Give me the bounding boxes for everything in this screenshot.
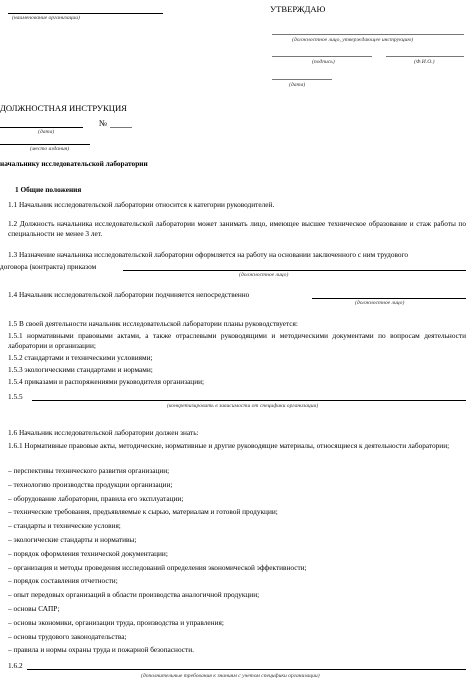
list-item: – порядок составления отчетности;	[8, 576, 118, 586]
list-item: – основы экономики, организации труда, производства и управления;	[8, 617, 224, 627]
paragraph-1-6-1: 1.6.1 Нормативные правовые акты, методические, нормативные и другие руководящие материалы, относящиеся к деятельности лаборатории;	[8, 441, 450, 450]
paragraph-1-2: 1.2 Должность начальника исследовательской лаборатории может занимать лицо, имеющее высшее техническое образование и стаж работы по специальности не менее 3 лет.	[8, 219, 466, 238]
paragraph-1-3-line2: договора (контракта) приказом	[0, 262, 97, 271]
approver-name-caption: (Ф.И.О.)	[414, 59, 435, 65]
list-item: – оборудование лаборатории, правила его эксплуатации;	[8, 493, 184, 503]
doc-date-caption: (дата)	[38, 129, 55, 135]
approver-name-line[interactable]	[386, 56, 464, 57]
approver-position-line[interactable]	[272, 34, 464, 35]
list-item: – основы трудового законодательства;	[8, 631, 127, 641]
signature-caption: (подпись)	[312, 59, 335, 65]
appointing-official-line[interactable]	[123, 270, 466, 271]
list-item: – опыт передовых организаций в области производства аналогичной продукции;	[8, 590, 260, 600]
paragraph-1-1: 1.1 Начальник исследовательской лаборатории относится к категории руководителей.	[8, 200, 275, 209]
paragraph-1-5-4: 1.5.4 приказами и распоряжениями руководителя организации;	[8, 377, 205, 386]
org-name-caption: (наименование организации)	[12, 15, 80, 21]
paragraph-1-6-2: 1.6.2	[8, 661, 23, 670]
document-title: ДОЛЖНОСТНАЯ ИНСТРУКЦИЯ	[0, 103, 127, 113]
approve-title: УТВЕРЖДАЮ	[270, 4, 326, 14]
paragraph-1-5-3: 1.5.3 экологическими стандартами и нормами;	[8, 365, 153, 374]
list-item: – технические требования, предъявляемые к сырью, материалам и готовой продукции;	[8, 507, 278, 517]
list-item: – экологические стандарты и нормативы;	[8, 534, 137, 544]
doc-date-line[interactable]	[0, 127, 83, 128]
guidance-extra-caption: (конкретизировать в зависимости от специфики организации)	[167, 403, 319, 409]
appointing-official-caption: (должностное лицо)	[239, 272, 289, 278]
list-item: – перспективы технического развития организации;	[8, 466, 170, 475]
paragraph-1-4: 1.4 Начальник исследовательской лаборатории подчиняется непосредственно	[8, 290, 250, 299]
supervisor-caption: (должностное лицо)	[355, 300, 405, 306]
knowledge-list	[8, 466, 466, 659]
list-item: – стандарты и технические условия;	[8, 521, 121, 531]
knowledge-extra-caption: (дополнительные требования к знаниям с учетом специфики организации)	[141, 673, 320, 679]
knowledge-extra-line[interactable]	[27, 669, 466, 670]
approval-date-line[interactable]	[272, 79, 332, 80]
approval-date-caption: (дата)	[289, 82, 306, 88]
position-title: начальнику исследовательской лаборатории	[0, 159, 148, 168]
list-item: – организация и методы проведения исследований определения экономической эффективности;	[8, 562, 307, 572]
paragraph-1-5-2: 1.5.2 стандартами и техническими условиями;	[8, 353, 153, 362]
doc-number-label: №	[99, 118, 108, 128]
list-item: – порядок оформления технической документации;	[8, 548, 168, 558]
paragraph-1-6: 1.6 Начальник исследовательской лаборатории должен знать:	[8, 428, 199, 437]
paragraph-1-5-1: 1.5.1 нормативными правовыми актами, а также отраслевыми руководящими и методическими документами по вопросам деятельности лаборатории и организации;	[8, 331, 466, 350]
section-heading: 1 Общие положения	[15, 185, 82, 194]
approver-position-caption: (должностное лицо, утверждающее инструкцию)	[292, 37, 414, 43]
paragraph-1-5: 1.5 В своей деятельности начальник исследовательской лаборатории планы руководствуется:	[8, 319, 298, 328]
guidance-extra-line[interactable]	[32, 400, 466, 401]
supervisor-line[interactable]	[312, 298, 466, 299]
doc-place-caption: (место издания)	[30, 146, 70, 152]
signature-line[interactable]	[272, 56, 372, 57]
paragraph-1-5-5: 1.5.5	[8, 392, 23, 401]
org-name-line[interactable]	[8, 13, 163, 14]
list-item: – правила и нормы охраны труда и пожарной безопасности.	[8, 645, 194, 655]
list-item: – основы САПР;	[8, 603, 60, 613]
list-item: – технологию производства продукции организации;	[8, 479, 173, 489]
doc-number-line[interactable]	[110, 127, 132, 128]
doc-place-line[interactable]	[0, 144, 90, 145]
paragraph-1-3-line1: 1.3 Назначение начальника исследовательской лаборатории оформляется на работу на основании заключенного с ним трудового	[8, 250, 408, 259]
